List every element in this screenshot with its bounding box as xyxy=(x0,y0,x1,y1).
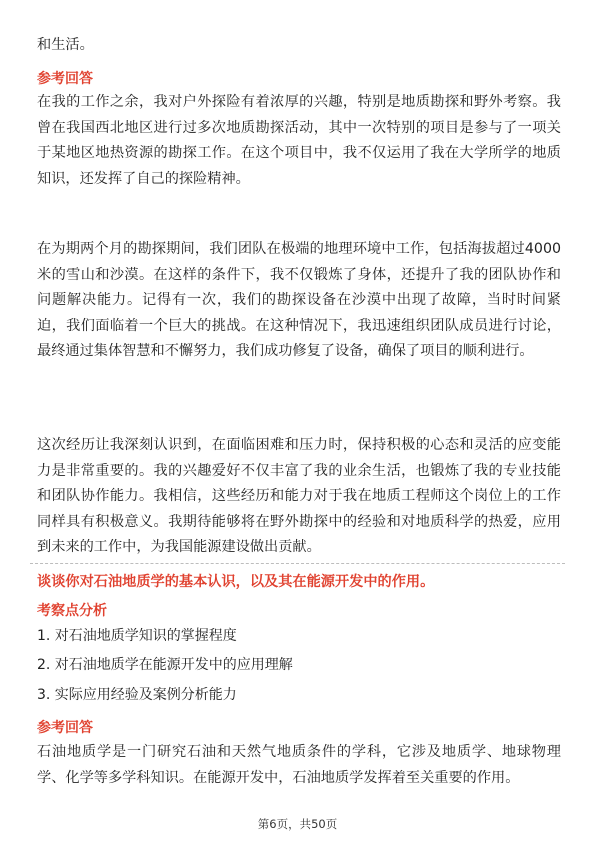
analysis-item-1: 1. 对石油地质学知识的掌握程度 xyxy=(37,628,237,644)
answer-paragraph-2: 在为期两个月的勘探期间，我们团队在极端的地理环境中工作，包括海拔超过4000米的雪山和沙漠。在这样的条件下，我不仅锻炼了身体，还提升了我的团队协作和问题解决能力。记得有一次，我们的勘探设备在沙漠中出现了故障，当时时间紧迫，我们面临着一个巨大的挑战。在这种情况下，我迅速组织团队成员进行讨论，最终通过集体智慧和不懈努力，我们成功修复了设备，确保了项目的顺利进行。 xyxy=(37,241,561,359)
analysis-item-3: 3. 实际应用经验及案例分析能力 xyxy=(37,687,237,703)
reference-answer-label: 参考回答 xyxy=(37,71,93,87)
continued-text: 和生活。 xyxy=(37,37,94,53)
answer-paragraph-1: 在我的工作之余，我对户外探险有着浓厚的兴趣，特别是地质勘探和野外考察。我曾在我国西北地区进行过多次地质勘探活动，其中一次特别的项目是参与了一项关于某地区地热资源的勘探工作。在这个项目中，我不仅运用了我在大学所学的地质知识，还发挥了自己的探险精神。 xyxy=(37,94,561,187)
analysis-label: 考察点分析 xyxy=(37,603,107,619)
section-divider xyxy=(30,563,565,564)
page-footer: 第6页，共50页 xyxy=(257,817,338,831)
answer-paragraph-3: 这次经历让我深刻认识到，在面临困难和压力时，保持积极的心态和灵活的应变能力是非常重要的。我的兴趣爱好不仅丰富了我的业余生活，也锻炼了我的专业技能和团队协作能力。我相信，这些经历和能力对于我在地质工程师这个岗位上的工作同样具有积极意义。我期待能够将在野外勘探中的经验和对地质科学的热爱，应用到未来的工作中，为我国能源建设做出贡献。 xyxy=(37,437,561,555)
answer-paragraph-q2: 石油地质学是一门研究石油和天然气地质条件的学科，它涉及地质学、地球物理学、化学等多学科知识。在能源开发中，石油地质学发挥着至关重要的作用。 xyxy=(37,744,561,786)
reference-answer-label-2: 参考回答 xyxy=(37,720,93,736)
question-title: 谈谈你对石油地质学的基本认识，以及其在能源开发中的作用。 xyxy=(37,574,435,590)
analysis-item-2: 2. 对石油地质学在能源开发中的应用理解 xyxy=(37,657,293,673)
